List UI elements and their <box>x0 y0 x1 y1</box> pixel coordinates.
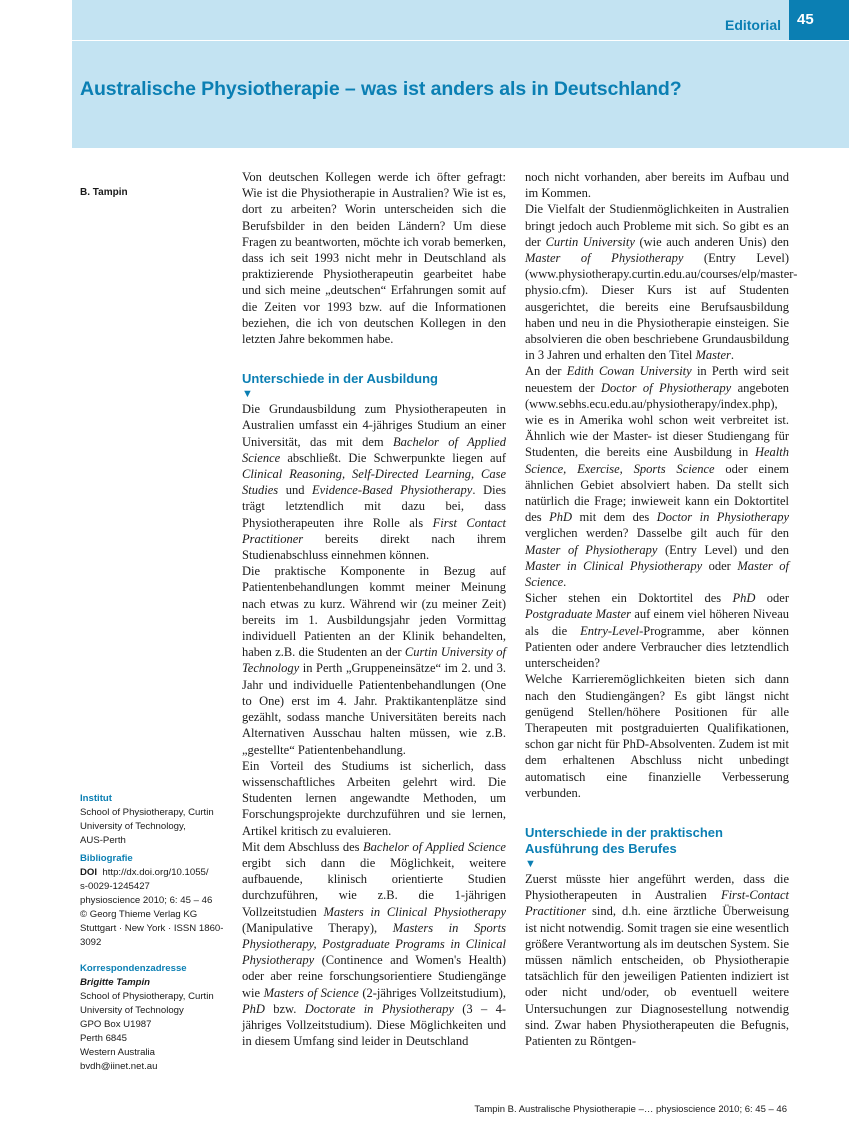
institut-line: AUS-Perth <box>80 835 126 846</box>
author-name: B. Tampin <box>80 187 128 198</box>
footer-citation: Tampin B. Australische Physiotherapie –… physioscience 2010; 6: 45 – 46 <box>474 1104 787 1115</box>
paragraph: Die Grundausbildung zum Physiotherapeuten in Australien umfasst ein 4-jähriges Studium an einer Universität, das mit dem Bachelor of Applied Science abschließt. Die Schwerpunkte liegen auf Clinical Reasoning, Self-Directed Learning, Case Studies und Evidence-Based Physiotherapy. Dies trägt letztendlich mit dazu bei, dass Physiotherapeuten ihre Rolle als First Contact Practitioner bereits direkt nach ihrem Studienabschluss einnehmen können. <box>242 402 506 563</box>
paragraph: Mit dem Abschluss des Bachelor of Applied Science ergibt sich dann die Möglichkeit, weitere aufbauende, klinisch orientierte Studien durchzuführen, wie z.B. die 1-jährigen Vollzeitstudien Masters in Clinical Physiotherapy (Manipulative Therapy), Masters in Sports Physiotherapy, Postgraduate Programs in Clinical Physiotherapy (Continence and Women's Health) oder aber reine forschungsorientiere Studiengänge wie Masters of Science (2-jähriges Vollzeitstudium), PhD bzw. Doctorate in Physiotherapy (3 – 4-jähriges Vollzeitstudium). Diese Möglichkeiten und in diesem Umfang sind leider in Deutschland <box>242 839 506 1049</box>
institut-block <box>80 792 232 848</box>
section-heading: Unterschiede in der praktischen Ausführung des Berufes <box>525 824 723 856</box>
korr-line: Perth 6845 <box>80 1033 127 1044</box>
triangle-down-icon: ▼ <box>242 388 253 401</box>
korr-line: Western Australia <box>80 1047 156 1058</box>
bib-line: Stuttgart · New York · ISSN 1860- <box>80 923 224 934</box>
bib-line: s-0029-1245427 <box>80 881 150 892</box>
header-band <box>72 0 849 148</box>
institut-line: School of Physiotherapy, Curtin <box>80 807 214 818</box>
bib-line: physioscience 2010; 6: 45 – 46 <box>80 895 213 906</box>
korr-line: GPO Box U1987 <box>80 1019 152 1030</box>
triangle-down-icon: ▼ <box>525 857 536 870</box>
paragraph: An der Edith Cowan University in Perth wird seit neuestem der Doctor of Physiotherapy angeboten (www.sebhs.ecu.edu.au/physiotherapy/index.php), wie es in Amerika wohl schon weit verbreitet ist. Ähnlich wie der Master- ist dieser Studiengang für Studenten, die bereits eine Ausbildung in Health Science, Exercise, Sports Science oder einem ähnlichen Gebiet absolviert haben. Da stellt sich natürlich die Frage; inwieweit kann ein Doktortitel des PhD mit dem des Doctor in Physiotherapy verglichen werden? Dasselbe gilt auch für den Master of Physiotherapy (Entry Level) und den Master in Clinical Physiotherapy oder Master of Science. <box>525 364 789 590</box>
doi-link[interactable]: http://dx.doi.org/10.1055/ <box>102 867 209 878</box>
section-label: Editorial <box>724 17 781 33</box>
header-rule <box>72 40 849 41</box>
text-column-2 <box>525 169 798 1049</box>
doi-line <box>80 866 232 880</box>
paragraph: noch nicht vorhanden, aber bereits im Aufbau und im Kommen. <box>525 170 789 201</box>
institut-line: University of Technology, <box>80 821 186 832</box>
korr-line: University of Technology <box>80 1005 184 1016</box>
article-title: Australische Physiotherapie – was ist anders als in Deutschland? <box>80 78 682 100</box>
paragraph: Sicher stehen ein Doktortitel des PhD oder Postgraduate Master auf einem viel höheren Niveau als die Entry-Level-Programme, aber können Patienten oder andere Verbraucher dies letztendlich unterscheiden? <box>525 591 789 671</box>
korrespondenz-name: Brigitte Tampin <box>80 977 150 988</box>
bibliografie-heading: Bibliografie <box>80 853 133 864</box>
bib-line: 3092 <box>80 937 102 948</box>
doi-label: DOI <box>80 867 98 878</box>
page-number: 45 <box>789 0 849 40</box>
paragraph: Welche Karrieremöglichkeiten bieten sich dann nach den Studiengängen? Es gibt längst nicht genügend Stellen/höhere Positionen für alle Therapeuten mit postgraduierten Qualifikationen, schon gar nicht für PhD-Absolventen. Zudem ist mit dem erhaltenen Abschluss nicht unbedingt automatisch eine finanzielle Verbesserung verbunden. <box>525 672 789 800</box>
korrespondenz-heading: Korrespondenzadresse <box>80 963 187 974</box>
bibliografie-block <box>80 852 232 950</box>
korrespondenz-block <box>80 962 232 1074</box>
bib-line: © Georg Thieme Verlag KG <box>80 909 198 920</box>
paragraph: Die praktische Komponente in Bezug auf Patientenbehandlungen kommt meiner Meinung nach etwas zu kurz. Während wir (zu meiner Zeit) bereits im 1. Ausbildungsjahr jeden Vormittag individuell Patienten an der Klinik behandelten, haben z.B. die Studenten an der Curtin University of Technology in Perth „Gruppeneinsätze“ im 2. und 3. Jahr und individuelle Patientenbehandlungen (One to One) erst im 4. Jahr. Praktikantenplätze sind gezählt, sodass manche Universitäten bereits nach Alternativen Ausschau halten müssen, wie z.B. „gestellte“ Patientenbehandlung. <box>242 564 506 757</box>
paragraph: Die Vielfalt der Studienmöglichkeiten in Australien bringt jedoch auch Probleme mit sich. So gibt es an der Curtin University (wie auch anderen Unis) den Master of Physiotherapy (Entry Level) (www.physiotherapy.curtin.edu.au/courses/elp/master-physio.cfm). Dieser Kurs ist auf Studenten ausgerichtet, die bereits eine Berufsausbildung haben und neu in die Physiotherapie einsteigen. Sie absolvieren die oben beschriebene Grundausbildung in 3 Jahren und erhalten den Titel Master. <box>525 202 798 363</box>
paragraph: Ein Vorteil des Studiums ist sicherlich, dass wissenschaftliches Arbeiten gelehrt wird. Die Studenten lernen angewandte Methoden, um Forschungsprojekte durchzuführen und sie lernen, Artikel kritisch zu evaluieren. <box>242 758 506 838</box>
text-column-1 <box>242 169 506 1049</box>
paragraph: Zuerst müsste hier angeführt werden, dass die Physiotherapeuten in Australien First-Contact Practitioner sind, d.h. eine ärztliche Überweisung ist nicht notwendig. Somit tragen sie eine wesentlich größere Verantwortung als im deutschen System. Sie müssen nämlich entscheiden, ob Physiotherapie tatsächlich für den jeweiligen Patienten indiziert ist oder nicht und/oder, ob eventuell weitere Untersuchungen zur Diagnosestellung notwendig sind. Zwar haben Physiotherapeuten die Befugnis, Patienten zu Röntgen- <box>525 871 789 1048</box>
email-link[interactable]: bvdh@iinet.net.au <box>80 1061 158 1072</box>
section-heading: Unterschiede in der Ausbildung <box>242 371 438 387</box>
institut-heading: Institut <box>80 793 112 804</box>
paragraph: Von deutschen Kollegen werde ich öfter gefragt: Wie ist die Physiotherapie in Australien? Wie ist es, dort zu arbeiten? Worin unterscheiden sich die Berufsbilder in den beiden Ländern? Um diese Fragen zu beantworten, möchte ich vorab bemerken, dass ich seit 1993 nicht mehr in Deutschland als praktizierende Physiotherapeutin gearbeitet habe und sich meine „deutschen“ Erfahrungen somit auf die Zeiten vor 1993 bzw. auf die Informationen beziehen, die ich von deutschen Kollegen in den letzten Jahre bekommen habe. <box>242 170 506 347</box>
korr-line: School of Physiotherapy, Curtin <box>80 991 214 1002</box>
